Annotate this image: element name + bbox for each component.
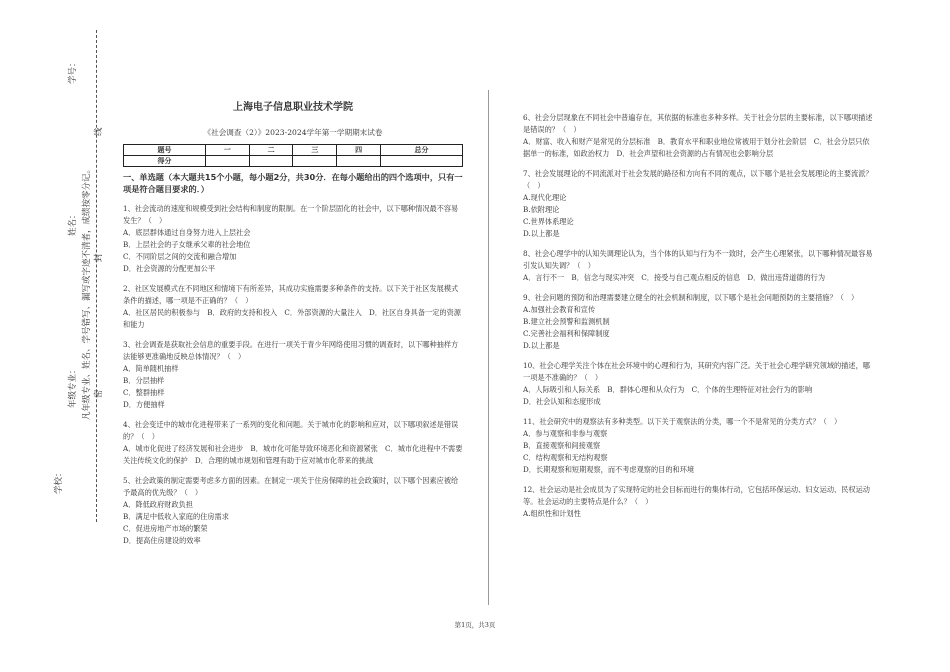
right-column — [523, 104, 873, 520]
option-item: C.世界体系理论 — [523, 217, 574, 226]
question-list — [523, 112, 873, 520]
option-item: A．降低政府财政负担 — [123, 500, 193, 509]
school-label: 学校： — [54, 468, 64, 494]
option-item: A．财富、收入和财产是常见的分层标准 B．教育水平和职业地位常被用于划分社会阶层 C．社会分层只依据单一的标准，如政治权力 D．社会声望和社会资源的占有情况也会影响分层 — [523, 137, 870, 158]
score-cell: 三 — [293, 145, 337, 156]
exam-title: 《社会调查（2）》2023-2024学年第一学期期末试卷 — [203, 128, 383, 137]
question-item — [523, 360, 873, 408]
score-cell — [249, 156, 293, 167]
option-item: A.现代化理论 — [523, 193, 567, 202]
score-cell: 得分 — [124, 156, 206, 167]
option-item: B.建立社会预警和监测机制 — [523, 317, 610, 326]
question-stem: 11、社会研究中的观察法有多种类型。以下关于观察法的分类，哪一个不是常见的分类方式？（ ） — [523, 417, 842, 426]
question-item — [123, 283, 463, 331]
page-number: 第1页，共3页 — [454, 621, 496, 629]
score-cell — [337, 156, 381, 167]
seal-dashed-line — [96, 30, 97, 522]
question-list — [123, 203, 463, 547]
question-item — [523, 292, 873, 352]
name-label: 姓名： — [68, 210, 78, 236]
binding-instruction: 凡年级专业、姓名、学号错写、漏写或字迹不清者，成绩按零分记。 — [82, 164, 92, 420]
option-item: D.以上都是 — [523, 341, 560, 350]
option-list — [523, 428, 873, 476]
score-cell: 题号 — [124, 145, 206, 156]
seal-mark-feng: 封 — [94, 253, 104, 262]
question-item — [123, 203, 463, 275]
option-item: A.加强社会教育和宣传 — [523, 305, 596, 314]
question-stem: 5、社会政策的制定需要考虑多方面的因素。在制定一项关于住房保障的社会政策时，以下哪个因素应被给予最高的优先级？（ ） — [123, 476, 459, 497]
option-item: A．简单随机抽样 — [123, 364, 179, 373]
left-column — [123, 96, 463, 547]
score-table-score-row — [124, 156, 463, 167]
section-heading: 一、单选题（本大题共15个小题，每小题2分，共30分．在每小题给出的四个选项中，只有一项是符合题目要求的．） — [123, 172, 463, 194]
binding-strip — [0, 0, 112, 672]
question-item — [523, 416, 873, 476]
score-cell — [380, 156, 462, 167]
option-list — [123, 227, 463, 275]
question-item — [523, 248, 873, 284]
option-item: C．不同阶层之间的交流和融合增加 — [123, 252, 237, 261]
option-item: A．言行不一 B．信念与现实冲突 C．接受与自己观点相反的信息 D．做出违背道德的行为 — [523, 273, 826, 282]
option-item: C．促进房地产市场的繁荣 — [123, 524, 208, 533]
question-item — [523, 112, 873, 160]
score-cell: 四 — [337, 145, 381, 156]
option-item: C．结构观察和无结构观察 — [523, 453, 608, 462]
column-divider — [488, 90, 489, 605]
class-label: 年级专业： — [68, 365, 78, 408]
question-stem: 2、社区发展模式在不同地区和情境下有所差异，其成功实施需要多种条件的支持。以下关于社区发展模式条件的描述，哪一项是不正确的？（ ） — [123, 284, 459, 305]
question-item — [123, 419, 463, 467]
question-item — [523, 168, 873, 240]
option-item: C．整群抽样 — [123, 388, 165, 397]
seal-mark-xian: 线 — [94, 127, 104, 136]
question-stem: 9、社会问题的预防和治理需要建立健全的社会机制和制度，以下哪个是社会问题预防的主要措施？（ ） — [523, 293, 859, 302]
option-list — [123, 499, 463, 547]
option-item: B．直接观察和间接观察 — [523, 441, 601, 450]
question-stem: 12、社会运动是社会成员为了实现特定的社会目标而进行的集体行动，它包括环保运动、妇女运动、民权运动等。社会运动的主要特点是什么？（ ） — [523, 485, 870, 506]
seal-mark-mi: 密 — [94, 389, 104, 398]
option-item: C.完善社会福利和保障制度 — [523, 329, 610, 338]
option-item: D．社会认知和态度形成 — [523, 397, 601, 406]
option-list — [523, 272, 873, 284]
score-table-header-row — [124, 145, 463, 156]
option-item: D．方便抽样 — [123, 400, 165, 409]
option-list — [523, 304, 873, 352]
score-cell — [293, 156, 337, 167]
option-list — [523, 384, 873, 408]
question-stem: 6、社会分层现象在不同社会中普遍存在，其依据的标准也多种多样。关于社会分层的主要标准，以下哪项描述是错误的？（ ） — [523, 113, 873, 134]
option-list — [123, 363, 463, 411]
option-item: D.以上都是 — [523, 229, 560, 238]
question-stem: 10、社会心理学关注个体在社会环境中的心理和行为，其研究内容广泛。关于社会心理学研究领域的描述，哪一项是不准确的？（ ） — [523, 361, 870, 382]
option-item: A．底层群体通过自身努力进入上层社会 — [123, 228, 251, 237]
question-item — [523, 484, 873, 520]
question-stem: 3、社会调查是获取社会信息的重要手段。在进行一项关于青少年网络使用习惯的调查时，以下哪种抽样方法能够更准确地反映总体情况？（ ） — [123, 340, 459, 361]
option-item: D．社会资源的分配更加公平 — [123, 264, 216, 273]
option-item: A．参与观察和非参与观察 — [523, 429, 608, 438]
score-cell: 总分 — [380, 145, 462, 156]
option-item: B.依附理论 — [523, 205, 560, 214]
option-item: D．提高住房建设的效率 — [123, 536, 201, 545]
option-item: B．上层社会的子女继承父辈的社会地位 — [123, 240, 251, 249]
option-list — [523, 192, 873, 240]
option-item: A.组织性和计划性 — [523, 509, 581, 518]
option-item: A．人际吸引和人际关系 B．群体心理和从众行为 C．个体的生理特征对社会行为的影响 — [523, 385, 813, 394]
option-item: A．社区居民的积极参与 B．政府的支持和投入 C．外部资源的大量注入 D．社区自身具备一定的资源和能力 — [123, 308, 461, 329]
question-stem: 8、社会心理学中的认知失调理论认为，当个体的认知与行为不一致时，会产生心理紧张，以下哪种情况最容易引发认知失调？（ ） — [523, 249, 873, 270]
option-item: D．长期观察和短期观察，而不考虑观察的目的和环境 — [523, 465, 695, 474]
school-name: 上海电子信息职业技术学院 — [233, 102, 353, 113]
score-table — [123, 144, 463, 167]
question-stem: 1、社会流动的速度和规模受到社会结构和制度的限制。在一个阶层固化的社会中，以下哪种情况最不容易发生？（ ） — [123, 204, 459, 225]
question-item — [123, 339, 463, 411]
question-stem: 7、社会发展理论的不同流派对于社会发展的路径和方向有不同的观点，以下哪个是社会发展理论的主要流派？（ ） — [523, 169, 873, 190]
option-list — [123, 443, 463, 467]
option-item: B．满足中低收入家庭的住房需求 — [123, 512, 229, 521]
option-list — [123, 307, 463, 331]
score-cell: 一 — [206, 145, 250, 156]
option-item: A．城市化促进了经济发展和社会进步 B．城市化可能导致环境恶化和资源紧张 C．城市化进程中不需要关注传统文化的保护 D．合理的城市规划和管理有助于应对城市化带来的挑战 — [123, 444, 463, 465]
question-stem: 4、社会变迁中的城市化进程带来了一系列的变化和问题。关于城市化的影响和应对，以下哪项叙述是错误的？（ ） — [123, 420, 459, 441]
option-list — [523, 508, 873, 520]
option-list — [523, 136, 873, 160]
question-item — [123, 475, 463, 547]
score-cell: 二 — [249, 145, 293, 156]
score-cell — [206, 156, 250, 167]
option-item: B．分层抽样 — [123, 376, 165, 385]
student-id-label: 学号： — [68, 58, 78, 84]
